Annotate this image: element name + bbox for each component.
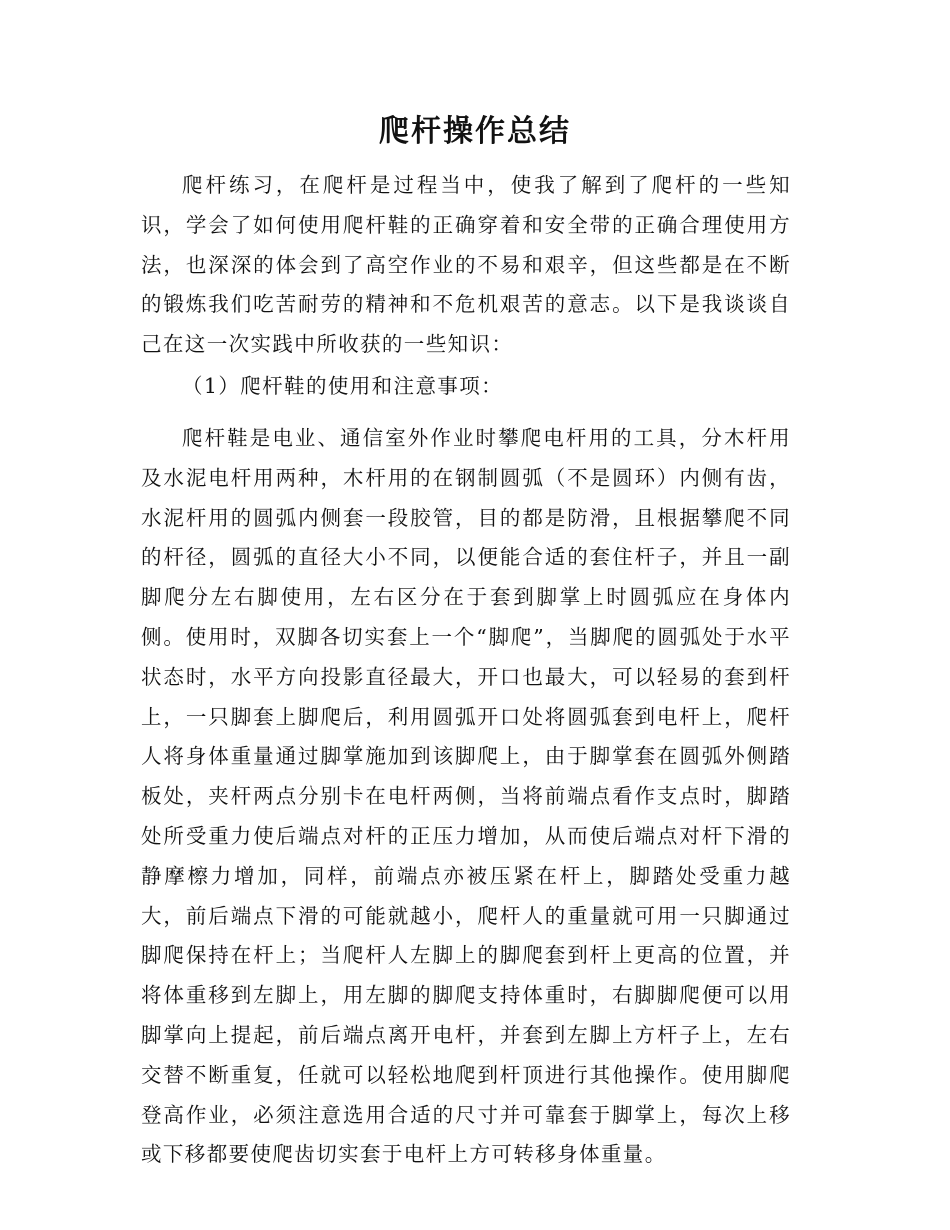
intro-paragraph: 爬杆练习，在爬杆是过程当中，使我了解到了爬杆的一些知识，学会了如何使用爬杆鞋的正确穿着和安全带的正确合理使用方法，也深深的体会到了高空作业的不易和艰辛，但这些都是在不断的锻炼我们吃苦耐劳的精神和不危机艰苦的意志。以下是我谈谈自己在这一次实践中所收获的一些知识：	[141, 173, 791, 357]
section-paragraph: 爬杆鞋是电业、通信室外作业时攀爬电杆用的工具，分木杆用及水泥电杆用两种，木杆用的在钢制圆弧（不是圆环）内侧有齿，水泥杆用的圆弧内侧套一段胶管，目的都是防滑，且根据攀爬不同的杆径，圆弧的直径大小不同，以便能合适的套住杆子，并且一副脚爬分左右脚使用，左右区分在于套到脚掌上时圆弧应在身体内侧。使用时，双脚各切实套上一个“脚爬”，当脚爬的圆弧处于水平状态时，水平方向投影直径最大，开口也最大，可以轻易的套到杆上，一只脚套上脚爬后，利用圆弧开口处将圆弧套到电杆上，爬杆人将身体重量通过脚掌施加到该脚爬上，由于脚掌套在圆弧外侧踏板处，夹杆两点分别卡在电杆两侧，当将前端点看作支点时，脚踏处所受重力使后端点对杆的正压力增加，从而使后端点对杆下滑的静摩檫力增加，同样，前端点亦被压紧在杆上，脚踏处受重力越大，前后端点下滑的可能就越小，爬杆人的重量就可用一只脚通过脚爬保持在杆上；当爬杆人左脚上的脚爬套到杆上更高的位置，并将体重移到左脚上，用左脚的脚爬支持体重时，右脚脚爬便可以用脚掌向上提起，前后端点离开电杆，并套到左脚上方杆子上，左右交替不断重复，任就可以轻松地爬到杆顶进行其他操作。使用脚爬登高作业，必须注意选用合适的尺寸并可靠套于脚掌上，每次上移或下移都要使爬齿切实套于电杆上方可转移身体重量。	[141, 426, 791, 1167]
section-heading: （1）爬杆鞋的使用和注意事项：	[182, 374, 504, 398]
document-title: 爬杆操作总结	[379, 114, 571, 149]
